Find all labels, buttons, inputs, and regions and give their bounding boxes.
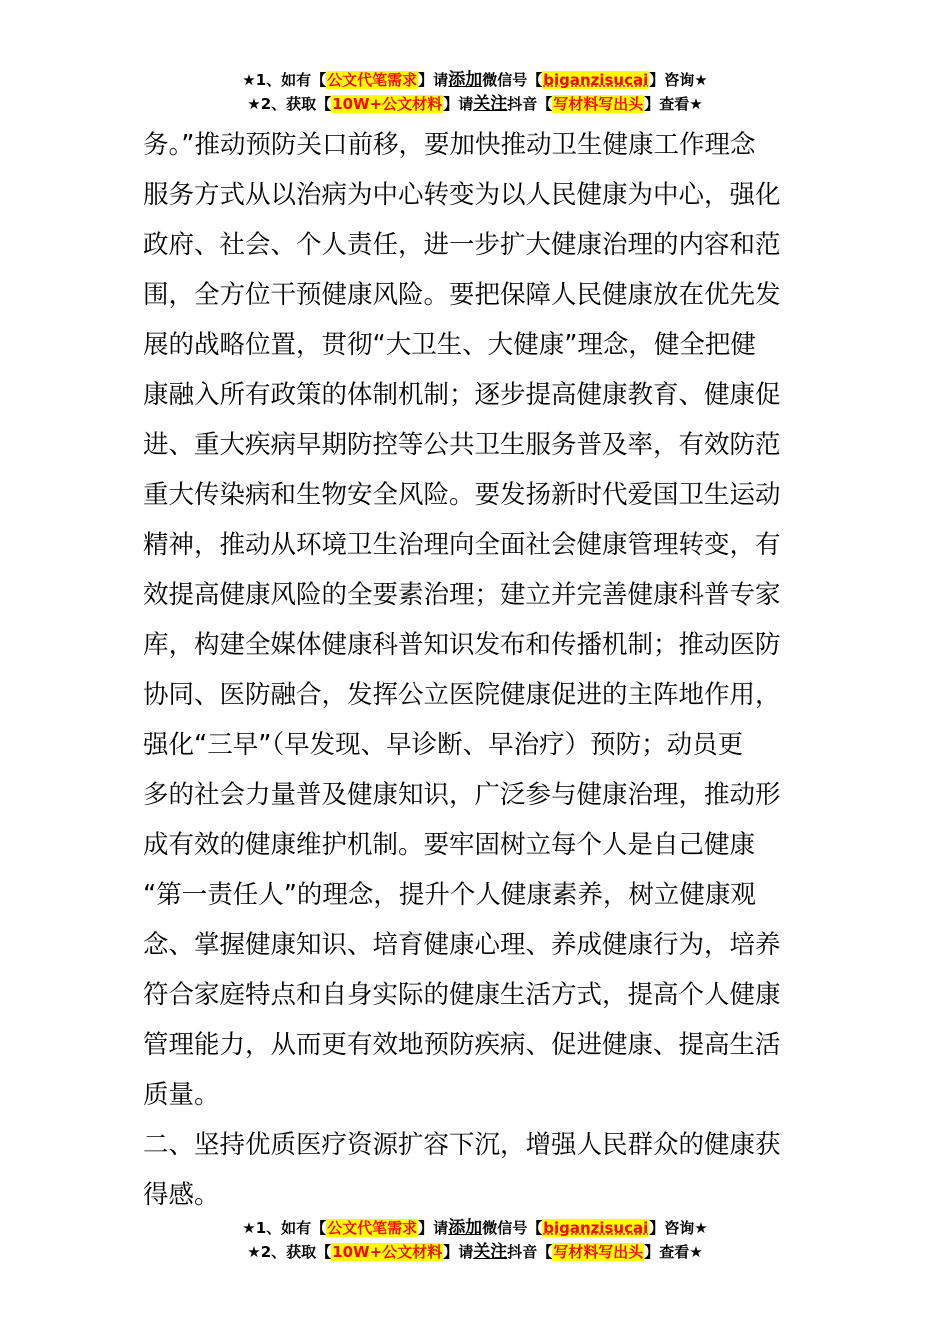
text-line: 管理能力，从而更有效地预防疾病、促进健康、提高生活 — [143, 1030, 781, 1060]
text-line: 多的社会力量普及健康知识，广泛参与健康治理，推动形 — [143, 780, 781, 810]
banner-text: 】请 — [418, 1219, 449, 1237]
emphasis-text: 关注 — [473, 94, 508, 114]
highlight-douyin-id: 写材料写出头 — [553, 95, 644, 113]
header-banner — [0, 68, 950, 116]
emphasis-text: 关注 — [473, 1242, 508, 1262]
banner-text: 微信号【 — [482, 1219, 543, 1237]
text-line: 务。”推动预防关口前移，要加快推动卫生健康工作理念 — [143, 130, 756, 160]
text-line: 质量。 — [143, 1080, 220, 1110]
document-body — [143, 120, 813, 1220]
text-line: 服务方式从以治病为中心转变为以人民健康为中心，强化 — [143, 180, 781, 210]
text-line: 进、重大疾病早期防控等公共卫生服务普及率，有效防范 — [143, 430, 781, 460]
highlight-douyin-id: 写材料写出头 — [553, 1243, 644, 1261]
banner-text: ★2、获取【 — [247, 1243, 332, 1261]
banner-text: 微信号【 — [482, 71, 543, 89]
text-line: 重大传染病和生物安全风险。要发扬新时代爱国卫生运动 — [143, 480, 781, 510]
banner-text: 】查看★ — [644, 95, 703, 113]
footer-banner — [0, 1216, 950, 1264]
banner-text: ★2、获取【 — [247, 95, 332, 113]
text-line: “第一责任人”的理念，提升个人健康素养，树立健康观 — [143, 880, 756, 910]
banner-text: 】请 — [443, 1243, 474, 1261]
banner-text: 】查看★ — [644, 1243, 703, 1261]
banner-line-2 — [0, 92, 950, 116]
banner-text: ★1、如有【 — [242, 1219, 327, 1237]
banner-text: 】请 — [443, 95, 474, 113]
highlight-service: 公文代笔需求 — [327, 1219, 418, 1237]
text-line: 念、掌握健康知识、培育健康心理、养成健康行为，培养 — [143, 930, 781, 960]
text-line: 强化“三早”（早发现、早诊断、早治疗）预防；动员更 — [143, 730, 744, 760]
banner-text: 抖音【 — [507, 95, 553, 113]
section-heading: 二、坚持优质医疗资源扩容下沉，增强人民群众的健康获 — [143, 1130, 781, 1160]
text-line: 效提高健康风险的全要素治理；建立并完善健康科普专家 — [143, 580, 781, 610]
banner-text: 抖音【 — [507, 1243, 553, 1261]
banner-text: 】咨询★ — [649, 71, 708, 89]
highlight-materials: 10W+公文材料 — [332, 1243, 443, 1261]
highlight-service: 公文代笔需求 — [327, 71, 418, 89]
text-line: 精神，推动从环境卫生治理向全面社会健康管理转变，有 — [143, 530, 781, 560]
text-line: 展的战略位置，贯彻“大卫生、大健康”理念，健全把健 — [143, 330, 756, 360]
banner-line-1 — [0, 1216, 950, 1240]
text-line: 政府、社会、个人责任，进一步扩大健康治理的内容和范 — [143, 230, 781, 260]
banner-text: 】咨询★ — [649, 1219, 708, 1237]
banner-line-2 — [0, 1240, 950, 1264]
highlight-wechat-id: biganzisucai — [543, 71, 649, 89]
section-heading-continued: 得感。 — [143, 1180, 220, 1210]
highlight-wechat-id: biganzisucai — [543, 1219, 649, 1237]
banner-line-1 — [0, 68, 950, 92]
emphasis-text: 添加 — [448, 1218, 483, 1238]
text-line: 康融入所有政策的体制机制；逐步提高健康教育、健康促 — [143, 380, 781, 410]
text-line: 成有效的健康维护机制。要牢固树立每个人是自己健康 — [143, 830, 756, 860]
emphasis-text: 添加 — [448, 70, 483, 90]
text-line: 围，全方位干预健康风险。要把保障人民健康放在优先发 — [143, 280, 781, 310]
text-line: 协同、医防融合，发挥公立医院健康促进的主阵地作用， — [143, 680, 781, 710]
text-line: 库，构建全媒体健康科普知识发布和传播机制；推动医防 — [143, 630, 781, 660]
banner-text: ★1、如有【 — [242, 71, 327, 89]
highlight-materials: 10W+公文材料 — [332, 95, 443, 113]
banner-text: 】请 — [418, 71, 449, 89]
text-line: 符合家庭特点和自身实际的健康生活方式，提高个人健康 — [143, 980, 781, 1010]
